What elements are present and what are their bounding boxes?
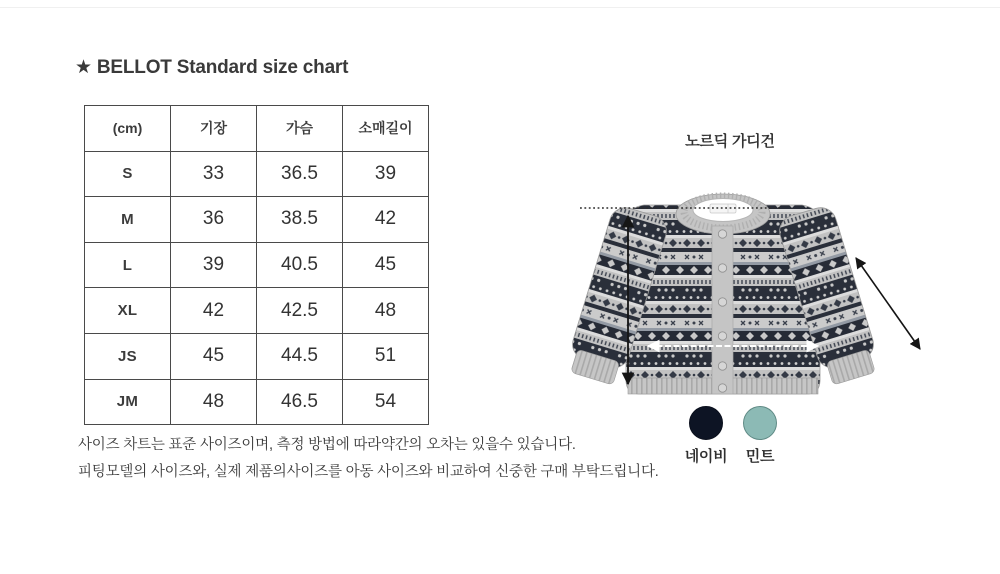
length-value: 33 — [171, 151, 257, 197]
top-divider — [0, 7, 1000, 8]
column-header-length: 기장 — [171, 106, 257, 152]
chest-value: 46.5 — [257, 379, 343, 425]
sleeve-value: 51 — [343, 333, 429, 379]
product-panel — [530, 120, 950, 520]
length-value: 39 — [171, 242, 257, 288]
sleeve-value: 48 — [343, 288, 429, 334]
length-value: 48 — [171, 379, 257, 425]
table-row — [85, 288, 429, 334]
table-row — [85, 151, 429, 197]
size-label: S — [85, 151, 171, 197]
sleeve-value: 54 — [343, 379, 429, 425]
note-line: 피팅모델의 사이즈와, 실제 제품의사이즈를 아동 사이즈와 비교하여 신중한 구매 부탁드립니다. — [78, 464, 659, 480]
neck-label-tag — [710, 204, 736, 213]
size-label: L — [85, 242, 171, 288]
chest-value: 40.5 — [257, 242, 343, 288]
table-row — [85, 197, 429, 243]
size-chart-table — [84, 105, 429, 425]
sleeve-value: 45 — [343, 242, 429, 288]
cardigan-product-image — [540, 162, 940, 412]
chest-value: 44.5 — [257, 333, 343, 379]
page-title: ★ BELLOT Standard size chart — [75, 57, 349, 78]
table-row — [85, 333, 429, 379]
length-value: 45 — [171, 333, 257, 379]
color-swatch-mint — [743, 406, 777, 440]
note-line: 사이즈 차트는 표준 사이즈이며, 측정 방법에 따라약간의 오차는 있을수 있습니다. — [78, 437, 576, 453]
color-label-navy: 네이비 — [684, 448, 728, 465]
size-label: M — [85, 197, 171, 243]
column-header-chest: 가슴 — [257, 106, 343, 152]
table-header-row — [85, 106, 429, 152]
length-value: 36 — [171, 197, 257, 243]
sleeve-value: 39 — [343, 151, 429, 197]
column-header-sleeve: 소매길이 — [343, 106, 429, 152]
color-label-mint: 민트 — [745, 448, 775, 465]
chest-value: 42.5 — [257, 288, 343, 334]
size-label: XL — [85, 288, 171, 334]
color-swatch-navy — [689, 406, 723, 440]
table-row — [85, 242, 429, 288]
length-value: 42 — [171, 288, 257, 334]
chest-value: 36.5 — [257, 151, 343, 197]
column-header-unit: (cm) — [85, 106, 171, 152]
product-name: 노르딕 가디건 — [685, 133, 775, 150]
cardigan-placket — [712, 226, 733, 394]
sleeve-value: 42 — [343, 197, 429, 243]
table-row — [85, 379, 429, 425]
size-label: JM — [85, 379, 171, 425]
chest-value: 38.5 — [257, 197, 343, 243]
size-label: JS — [85, 333, 171, 379]
